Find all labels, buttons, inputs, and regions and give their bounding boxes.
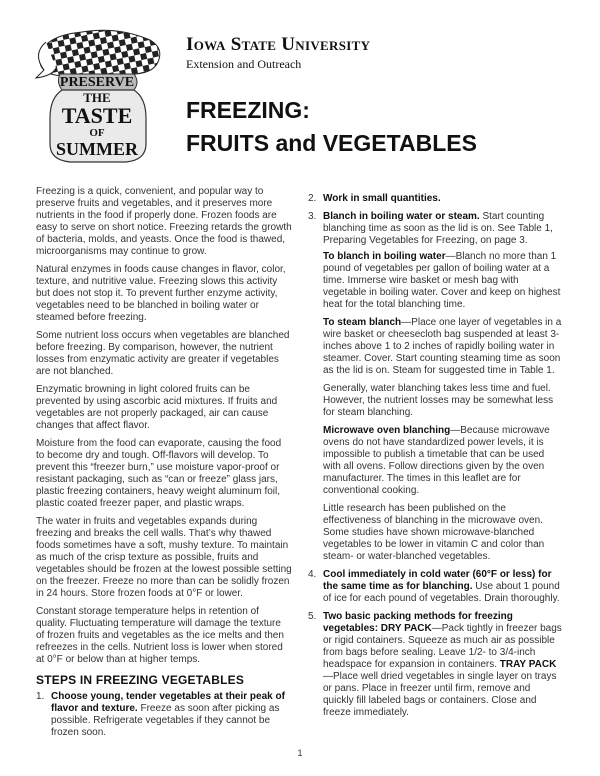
steps-list: [36, 691, 292, 739]
title-line-1: FREEZING:: [186, 97, 310, 123]
section-heading: STEPS IN FREEZING VEGETABLES: [36, 673, 245, 687]
sub-text: —Because microwave ovens do not have standardized power levels, it is impossible to publish a timetable that can be used with all ovens. Follow directions given by the oven manufacturer. The times in this leaflet are for conventional cooking.: [323, 425, 550, 496]
step-text: —Pack tightly in freezer bags or rigid containers. Squeeze as much air as possible from bags before sealing. Leave 1/2- to 3/4-inch headspace for expansion in containers.: [323, 623, 562, 670]
extension-name: Extension and Outreach: [186, 57, 302, 71]
sub-lead: To steam blanch: [323, 317, 402, 328]
step-lead: Cool immediately in cold water (60°F or less) for the same time as for blanching.: [323, 569, 552, 592]
paragraph: Some nutrient loss occurs when vegetables are blanched before freezing. By comparison, however, the nutrient losses from enzymatic activity are greater if vegetables are not blanched.: [36, 330, 290, 377]
step-text: Use about 1 pound of ice for each pound of vegetables. Drain thoroughly.: [323, 581, 560, 604]
paragraph: Moisture from the food can evaporate, causing the food to become dry and tough. Off-flavors will develop. To prevent this “freezer burn,” use moisture vapor-proof or resistant packaging, such as “can or freeze” glass jars, plastic freezing containers, heavy weight aluminum foil, plastic coated freezer paper, and plastic wraps.: [36, 438, 282, 509]
step-3: [308, 211, 562, 563]
step-lead: Choose young, tender vegetables at their peak of flavor and texture.: [51, 691, 285, 714]
logo-line-of: OF: [89, 127, 105, 139]
microwave-blanch-paragraph: [323, 425, 562, 497]
right-column: [308, 193, 562, 725]
steam-blanch-paragraph: [323, 317, 562, 377]
step-number: 2.: [308, 193, 317, 204]
step-text: Start counting blanching time as soon as the lid is on. See Table 1, Preparing Vegetables for Freezing, on page 3.: [323, 211, 553, 246]
left-column: [36, 186, 292, 745]
step-1: [36, 691, 292, 739]
paragraph: Freezing is a quick, convenient, and popular way to preserve fruits and vegetables, and it preserves more nutrients in the food if properly done. Frozen foods are easy to serve on short notice. Freezing retards the growth of bacteria, molds, and yeasts. Once the food is thawed, microorganisms may continue to grow.: [36, 186, 292, 257]
step-number: 1.: [36, 691, 45, 702]
step-text: Freeze as soon after picking as possible. Refrigerate vegetables if they cannot be frozen soon.: [51, 703, 280, 738]
tray-pack-text: —Place well dried vegetables in single layer on trays or pans. Place in freezer until firm, remove and quickly fill labeled bags or containers. Close and freeze immediately.: [323, 671, 557, 718]
step-4: [308, 569, 562, 605]
tray-pack-lead: TRAY PACK: [499, 659, 557, 670]
step-2: [308, 193, 562, 205]
logo-line-preserve: PRESERVE: [59, 75, 135, 90]
step-lead: Blanch in boiling water or steam.: [323, 211, 480, 222]
step-lead: Work in small quantities.: [323, 193, 441, 204]
step-lead: Two basic packing methods for freezing vegetables: DRY PACK: [323, 611, 513, 634]
university-name: Iowa State University: [186, 34, 371, 55]
step-number: 5.: [308, 611, 317, 622]
paragraph: Constant storage temperature helps in retention of quality. Fluctuating temperature will damage the texture of frozen fruits and vegetables as the ice melts and then refreezes in the cells. Nutrient loss is lower when stored at 0°F or below than at higher temps.: [36, 606, 284, 665]
preserve-taste-logo: [22, 18, 172, 168]
step-5: [308, 611, 562, 719]
sub-text: —Place one layer of vegetables in a wire basket or cheesecloth bag suspended at least 3-inches above 1 to 2 inches of rapidly boiling water in steamer. Cover. Start counting steaming time as soon as the lid is on. Steam for suggested time in Table 1.: [323, 317, 562, 376]
sub-lead: Microwave oven blanching: [323, 425, 451, 436]
paragraph: Enzymatic browning in light colored fruits can be prevented by using ascorbic acid mixtures. If fruits and vegetables are not properly packaged, air can cause changes that affect flavor.: [36, 384, 278, 431]
sub-lead: To blanch in boiling water: [323, 251, 446, 262]
microwave-research: Little research has been published on the effectiveness of blanching in the microwave oven. Some studies have shown microwave-blanched vegetables to be lower in vitamin C and color than steam- or water-blanched vegetables.: [323, 503, 545, 562]
page-number: 1: [297, 748, 303, 758]
logo-line-the: THE: [83, 90, 111, 105]
step-number: 3.: [308, 211, 317, 222]
paragraph: The water in fruits and vegetables expands during freezing and breaks the cell walls. That’s why thawed foods sometimes have a soft, mushy texture. To maintain as much of the crisp texture as possible, fruits and vegetables should be frozen at the lowest possible setting on the freezer. Freeze no more than can be solidly frozen in 24 hours. Store frozen foods at 0°F or lower.: [36, 516, 292, 599]
page-title: [186, 94, 477, 160]
university-header: [186, 34, 370, 72]
water-blanch-paragraph: [323, 251, 562, 311]
paragraph: Natural enzymes in foods cause changes in flavor, color, texture, and nutritive value. Freezing slows this activity but does not stop it. To prevent further enzyme activity, vegetables need to be blanched in boiling water or steamed before freezing.: [36, 264, 286, 323]
steps-list-continued: [308, 193, 562, 719]
title-line-2: FRUITS and VEGETABLES: [186, 130, 477, 156]
logo-line-summer: SUMMER: [56, 139, 138, 159]
step-number: 4.: [308, 569, 317, 580]
logo-line-taste: TASTE: [61, 103, 133, 128]
blanch-note: Generally, water blanching takes less time and fuel. However, the nutrient losses may be somewhat less for steam blanching.: [323, 383, 554, 418]
sub-text: —Blanch no more than 1 pound of vegetables per gallon of boiling water at a time. Immerse wire basket or mesh bag with vegetable in boiling water. Cover and keep on highest heat for the total blanching time.: [323, 251, 561, 310]
